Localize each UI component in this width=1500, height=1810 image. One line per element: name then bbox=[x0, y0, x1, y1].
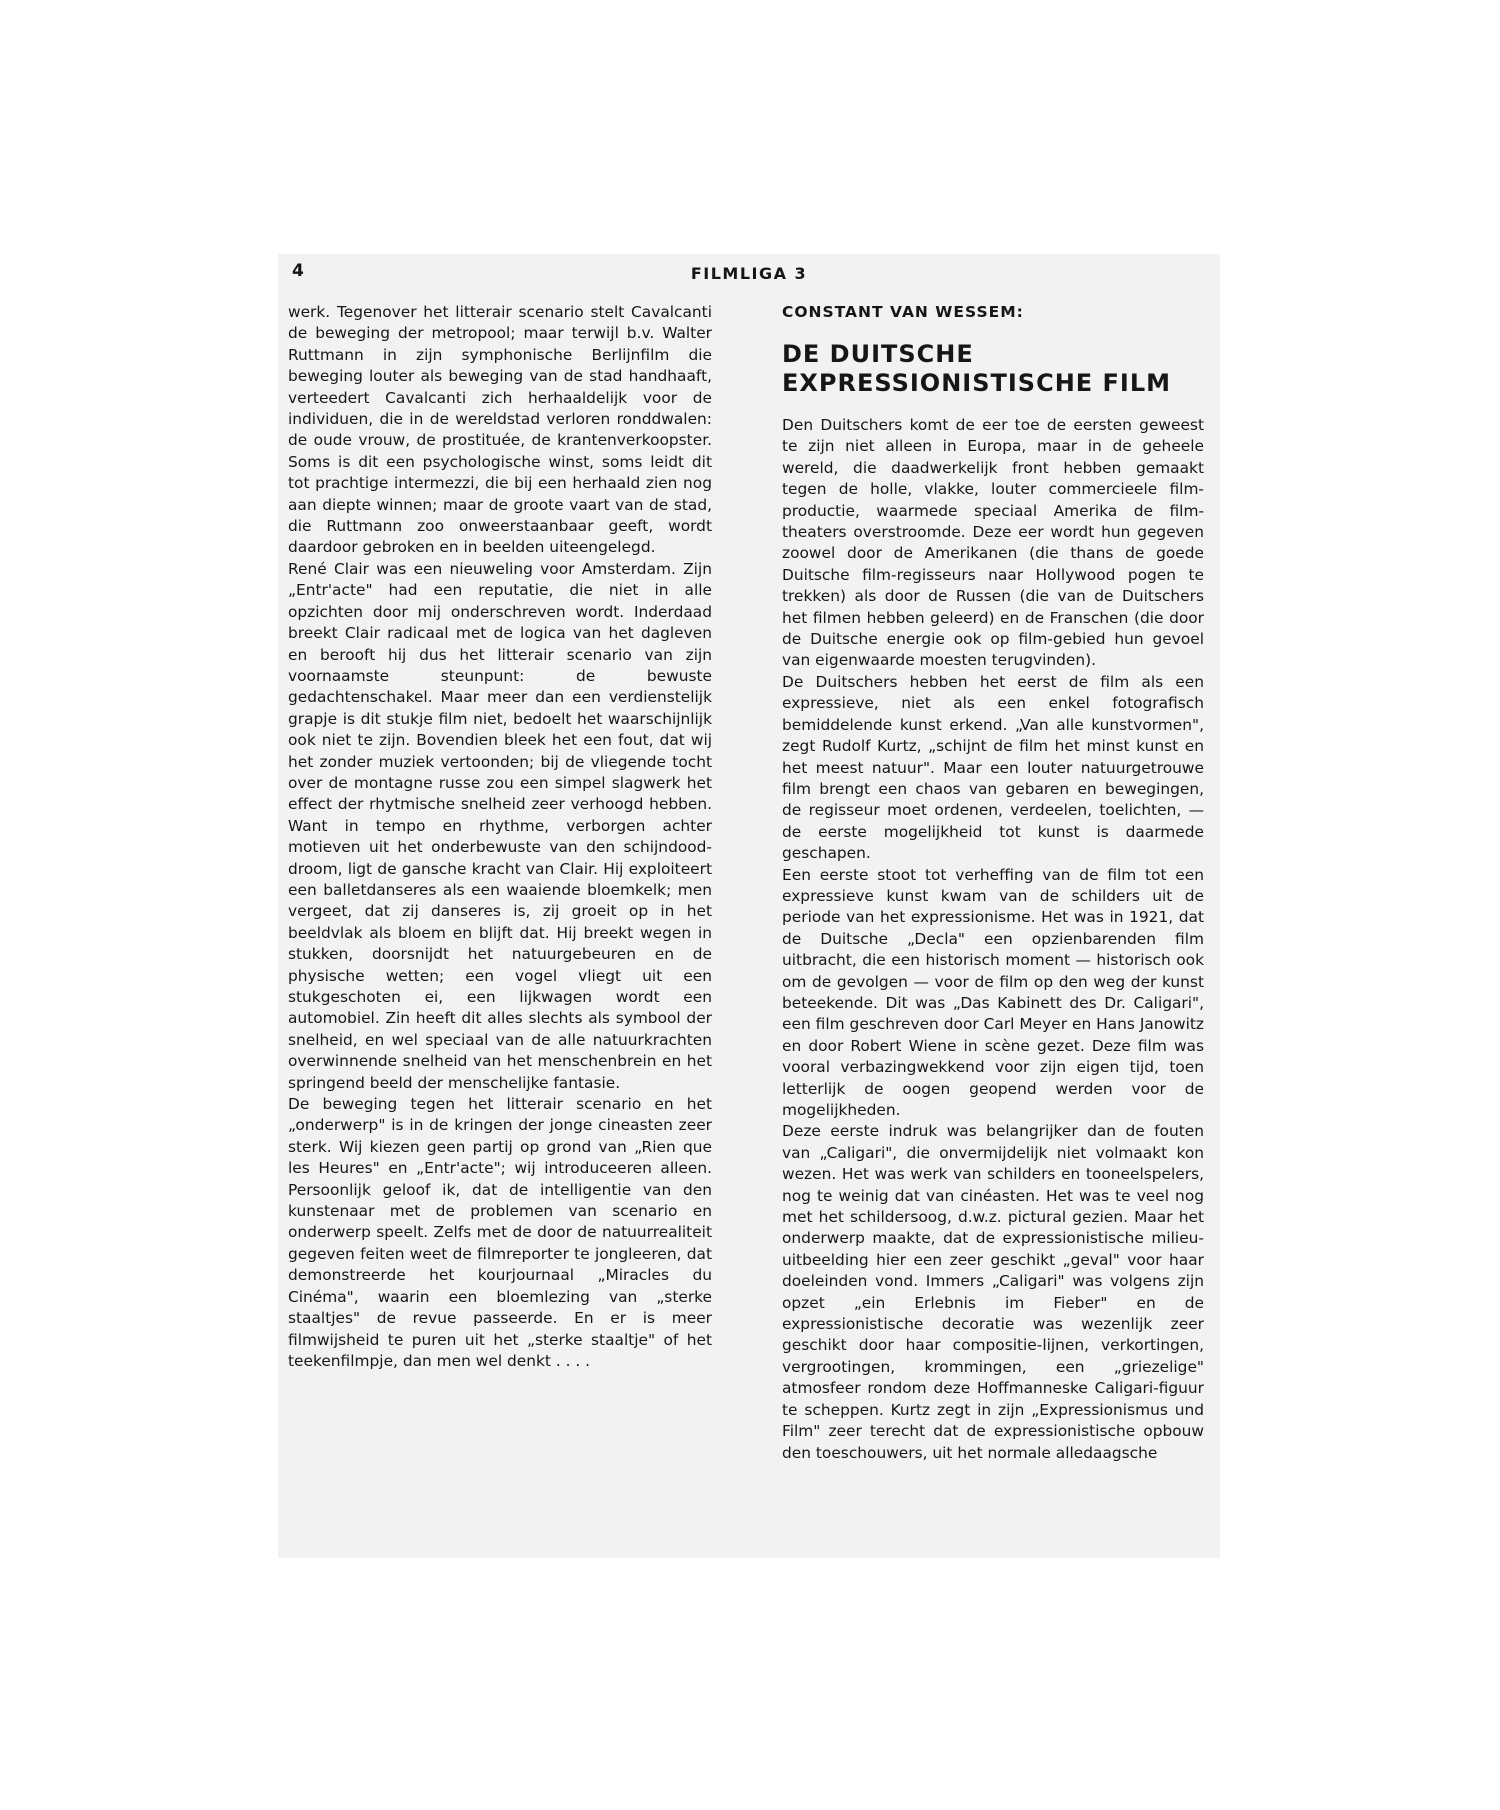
left-paragraph-3: De beweging tegen het litterair scenario en het „onderwerp" is in de kringen der jonge cineasten zeer sterk. Wij kiezen geen partij op grond van „Rien que les Heures" en „Entr'acte"; wij introduceeren alleen. Persoonlijk geloof ik, dat de intelligentie van den kunstenaar met de problemen van scenario en onderwerp speelt. Zelfs met de door de natuurrealiteit gegeven feiten weet de filmreporter te jongleeren, dat demonstreerde het kourjournaal „Miracles du Cinéma", waarin een bloemlezing van „sterke staaltjes" de revue passeerde. En er is meer filmwijsheid te puren uit het „sterke staaltje" of het teekenfilmpje, dan men wel denkt . . . . bbox=[288, 1095, 712, 1370]
right-column bbox=[782, 302, 1204, 1464]
magazine-page bbox=[278, 254, 1220, 1558]
article-title bbox=[782, 340, 1204, 398]
article-title-line-2: EXPRESSIONISTISCHE FILM bbox=[782, 369, 1172, 397]
left-paragraph-1: werk. Tegenover het litterair scenario stelt Cavalcanti de beweging der metropool; maar terwijl b.v. Walter Ruttmann in zijn symphonische Berlijnfilm die beweging louter als beweging van de stad handhaaft, verteedert Cavalcanti zich herhaaldelijk voor de individuen, die in de wereldstad verloren ronddwalen: de oude vrouw, de prostituée, de krantenverkoopster. Soms is dit een psychologische winst, soms leidt dit tot prachtige intermezzi, die bij een herhaald zien nog aan diepte winnen; maar de groote vaart van de stad, die Ruttmann zoo onweerstaanbaar geeft, wordt daardoor gebroken en in beelden uiteengelegd. bbox=[288, 303, 712, 557]
left-column bbox=[288, 302, 712, 1372]
running-head: FILMLIGA 3 bbox=[690, 264, 808, 283]
right-paragraph-4: Deze eerste indruk was belangrijker dan de fouten van „Caligari", die onvermijdelijk niet volmaakt kon wezen. Het was werk van schilders en tooneelspelers, nog te weinig dat van cinéasten. Het was te veel nog met het schildersoog, d.w.z. pictural gezien. Maar het onderwerp maakte, dat de expressionistische milieu-uitbeelding hier een zeer geschikt „geval" voor haar doeleinden vond. Immers „Caligari" was volgens zijn opzet „ein Erlebnis im Fieber" en de expressionistische decoratie was wezenlijk zeer geschikt door haar compositie-lijnen, verkortingen, vergrootingen, krommingen, een „griezelige" atmosfeer rondom deze Hoffmanneske Caligari-figuur te scheppen. Kurtz zegt in zijn „Expressionismus und Film" zeer terecht dat de expressionistische opbouw den toeschouwers, uit het normale alledaagsche bbox=[782, 1122, 1204, 1462]
left-paragraph-2: René Clair was een nieuweling voor Amsterdam. Zijn „Entr'acte" had een reputatie, die niet in alle opzichten door mij onderschreven wordt. Inderdaad breekt Clair radicaal met de logica van het dagleven en berooft hij dus het litterair scenario van zijn voornaamste steunpunt: de bewuste gedachtenschakel. Maar meer dan een verdienstelijk grapje is dit stukje film niet, bedoelt het waarschijnlijk ook niet te zijn. Bovendien bleek het een fout, dat wij het zonder muziek vertoonden; bij de vliegende tocht over de montagne russe zou een simpel slagwerk het effect der rhytmische snelheid zeer verhoogd hebben. Want in tempo en rhythme, verborgen achter motieven uit het onderbewuste van den schijndood-droom, ligt de gansche kracht van Clair. Hij exploiteert een balletdanseres als een waaiende bloemkelk; men vergeet, dat zij danseres is, zij groeit op in het beeldvlak als bloem en blijft dat. Hij breekt wegen in stukken, doorsnijdt het natuurgebeuren en de physische wetten; een vogel vliegt uit een stukgeschoten ei, een lijkwagen wordt een automobiel. Zin heeft dit alles slechts als symbool der snelheid, en wel speciaal van de alle natuurkrachten overwinnende snelheid van het menschenbrein en het springend beeld der menschelijke fantasie. bbox=[288, 559, 712, 1092]
article-author: CONSTANT VAN WESSEM: bbox=[782, 303, 1024, 321]
page-number: 4 bbox=[292, 261, 304, 281]
right-paragraph-1: Den Duitschers komt de eer toe de eersten geweest te zijn niet alleen in Europa, maar in de geheele wereld, die daadwerkelijk front hebben gemaakt tegen de holle, vlakke, louter commercieele film-productie, waarmede speciaal Amerika de film-theaters overstroomde. Deze eer wordt hun gegeven zoowel door de Amerikanen (die thans de goede Duitsche film-regisseurs naar Hollywood pogen te trekken) als door de Russen (die van de Duitschers het filmen hebben geleerd) en de Franschen (die door de Duitsche energie ook op film-gebied hun gevoel van eigenwaarde moesten terugvinden). bbox=[782, 416, 1204, 670]
right-paragraph-3: Een eerste stoot tot verheffing van de film tot een expressieve kunst kwam van de schilders uit de periode van het expressionisme. Het was in 1921, dat de Duitsche „Decla" een opzienbarenden film uitbracht, die een historisch moment — historisch ook om de gevolgen — voor de film op den weg der kunst beteekende. Dit was „Das Kabinett des Dr. Caligari", een film geschreven door Carl Meyer en Hans Janowitz en door Robert Wiene in scène gezet. Deze film was vooral verbazingwekkend voor zijn eigen tijd, toen letterlijk de oogen geopend werden voor de mogelijkheden. bbox=[782, 865, 1204, 1119]
right-paragraph-2: De Duitschers hebben het eerst de film als een expressieve, niet als een enkel fotografisch bemiddelende kunst erkend. „Van alle kunstvormen", zegt Rudolf Kurtz, „schijnt de film het minst kunst en het meest natuur". Maar een louter natuurgetrouwe film brengt een chaos van gebaren en bewegingen, de regisseur moet ordenen, verdeelen, toelichten, — de eerste mogelijkheid tot kunst is daarmede geschapen. bbox=[782, 672, 1204, 863]
article-title-line-1: DE DUITSCHE bbox=[782, 340, 974, 368]
